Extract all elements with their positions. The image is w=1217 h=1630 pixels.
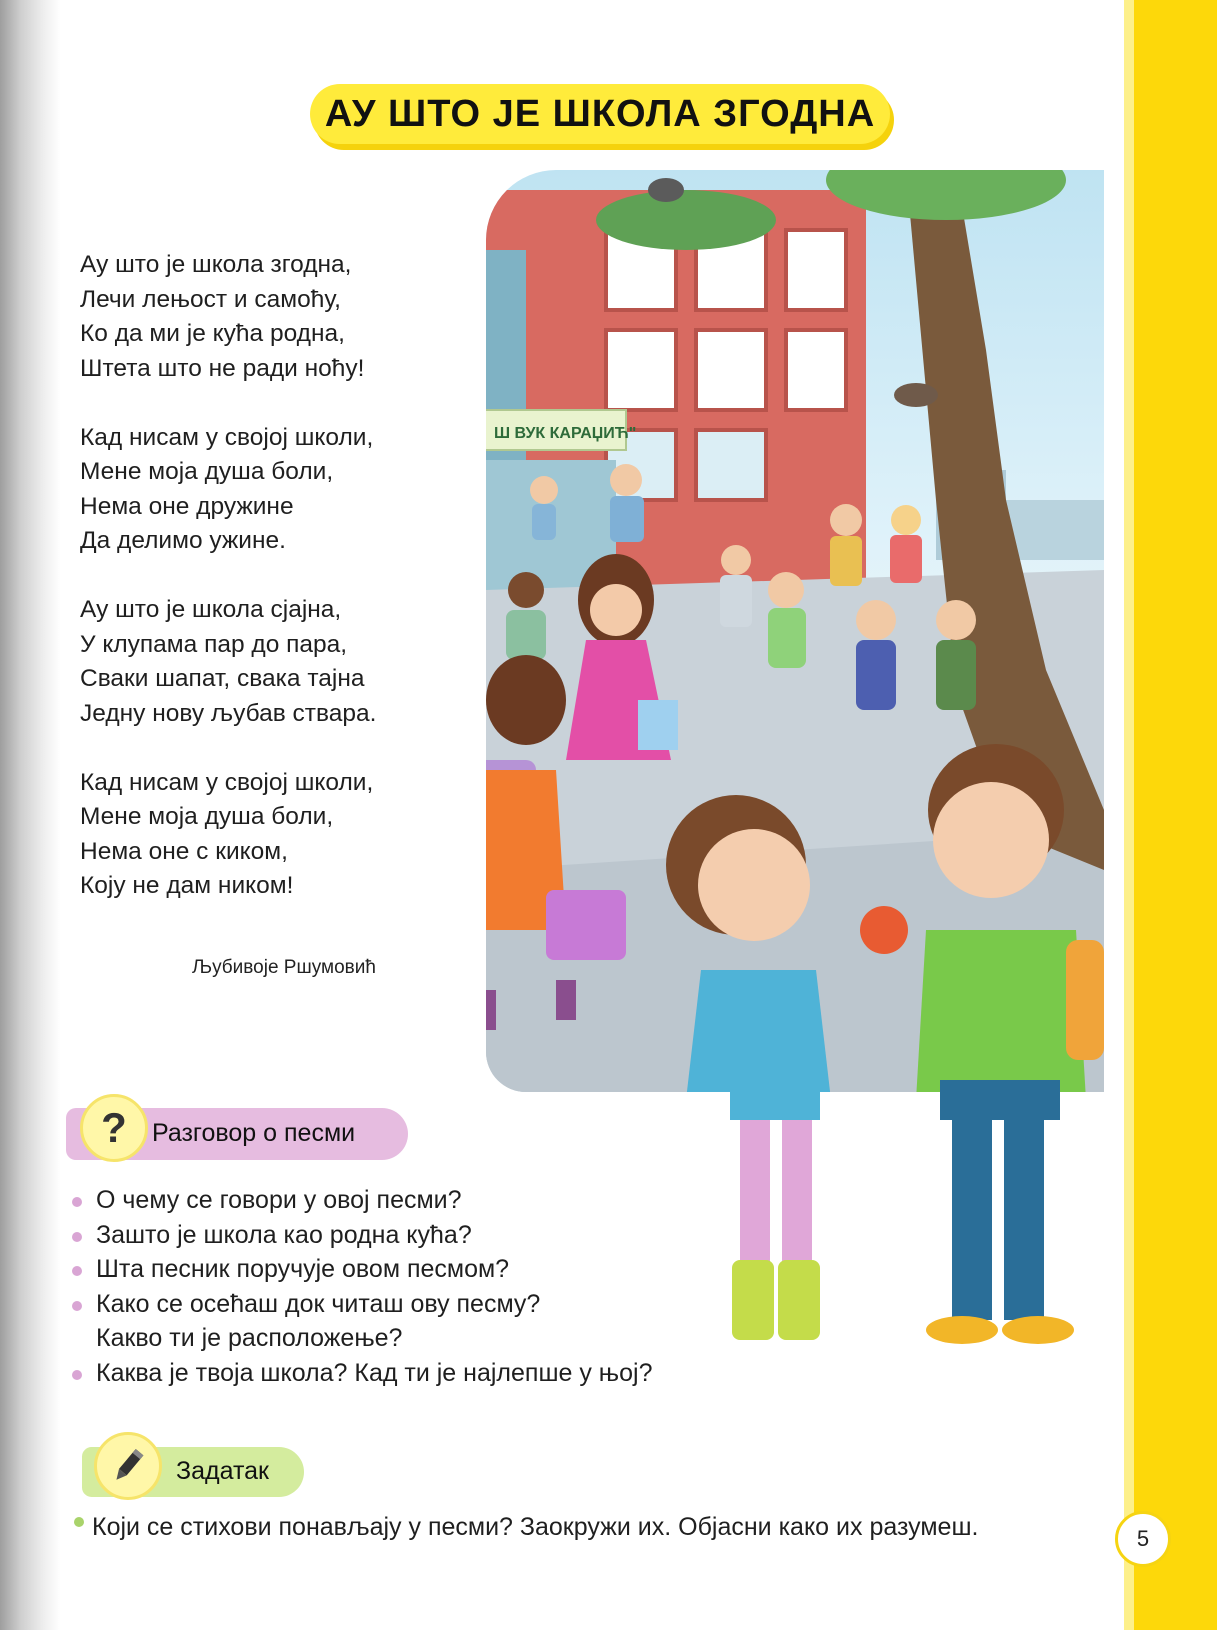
question-text: Како се осећаш док читаш ову песму? bbox=[96, 1289, 541, 1318]
bullet-dot bbox=[72, 1197, 82, 1207]
pencil-glyph bbox=[108, 1446, 148, 1486]
page-title: АУ ШТО ЈЕ ШКОЛА ЗГОДНА bbox=[310, 84, 890, 144]
task-text: Који се стихови понављају у песми? Заокружи их. Објасни како их разумеш. bbox=[92, 1513, 979, 1541]
bullet-dot bbox=[72, 1301, 82, 1311]
poem-author: Љубивоје Ршумовић bbox=[192, 957, 376, 978]
poem-stanza bbox=[80, 593, 480, 731]
question-item bbox=[70, 1356, 770, 1391]
question-text: О чему се говори у овој песми? bbox=[96, 1186, 462, 1214]
schoolyard-drawing bbox=[486, 170, 1104, 1092]
poem-line: Сваки шапат, свака тајна bbox=[80, 665, 365, 692]
task-label: Задатак bbox=[176, 1457, 269, 1485]
flying-bird bbox=[894, 383, 938, 407]
poem-line: Да делимо ужине. bbox=[80, 527, 286, 554]
discussion-label: Разговор о песми bbox=[152, 1119, 356, 1147]
poem-stanza bbox=[80, 248, 480, 386]
poem-line: У клупама пар до пара, bbox=[80, 630, 348, 658]
poem-line: Штета што не ради ноћу! bbox=[80, 354, 365, 382]
bullet-dot bbox=[72, 1266, 82, 1276]
poem-line: Ау што је школа сјајна, bbox=[80, 596, 342, 623]
poem-line: Ау што је школа згодна, bbox=[80, 251, 352, 278]
page-number: 5 bbox=[1115, 1511, 1171, 1567]
tree-leaves bbox=[596, 190, 776, 250]
poem-line: Лечи лењост и самоћу, bbox=[80, 285, 341, 313]
bullet-dot bbox=[72, 1370, 82, 1380]
page-gutter-shadow bbox=[0, 0, 60, 1630]
question-item bbox=[70, 1287, 770, 1356]
poem-line: Кад нисам у својој школи, bbox=[80, 768, 374, 796]
poem-line: Коју не дам ником! bbox=[80, 872, 294, 899]
question-item bbox=[70, 1218, 770, 1253]
poem-line: Нема оне с киком, bbox=[80, 837, 288, 865]
poem-line: Једну нову љубав ствара. bbox=[80, 699, 377, 727]
question-text: Каква је твоја школа? Кад ти је најлепше у њој? bbox=[96, 1358, 653, 1387]
bird bbox=[648, 178, 684, 202]
question-item bbox=[70, 1183, 770, 1218]
bullet-dot bbox=[74, 1517, 84, 1527]
poem-line: Ко да ми је кућа родна, bbox=[80, 320, 345, 347]
poem-stanza bbox=[80, 766, 480, 904]
poem bbox=[80, 248, 480, 938]
question-text-continued: Какво ти је расположење? bbox=[96, 1324, 403, 1352]
poem-line: Мене моја душа боли, bbox=[80, 803, 334, 830]
question-mark-icon: ? bbox=[80, 1094, 148, 1162]
question-text: Зашто је школа као родна кућа? bbox=[96, 1220, 472, 1249]
bullet-dot bbox=[72, 1232, 82, 1242]
distant-building bbox=[1006, 500, 1104, 560]
pencil-icon bbox=[94, 1432, 162, 1500]
poem-stanza bbox=[80, 421, 480, 559]
poem-line: Кад нисам у својој школи, bbox=[80, 423, 374, 451]
school-sign: Ш ВУК КАРАЏИЋ" bbox=[494, 425, 637, 442]
question-text: Шта песник поручује овом песмом? bbox=[96, 1255, 510, 1283]
discussion-questions bbox=[70, 1183, 770, 1390]
task-item bbox=[74, 1513, 978, 1542]
poem-line: Мене моја душа боли, bbox=[80, 458, 334, 485]
question-item bbox=[70, 1252, 770, 1287]
schoolyard-illustration bbox=[486, 170, 1104, 1092]
yellow-side-band bbox=[1124, 0, 1217, 1630]
poem-line: Нема оне дружине bbox=[80, 492, 294, 520]
